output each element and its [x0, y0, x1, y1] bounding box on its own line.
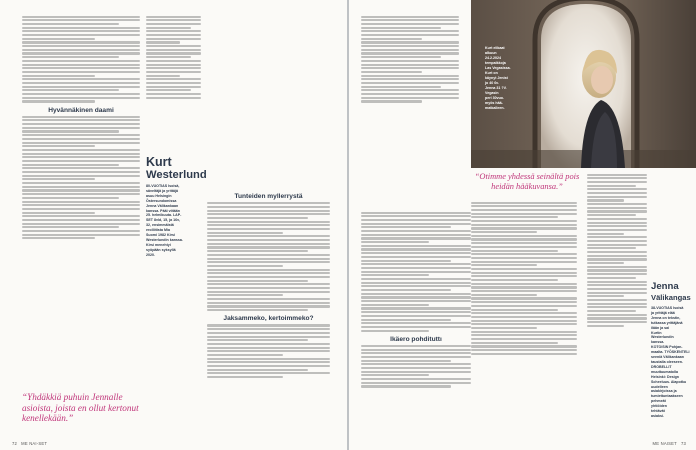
- left-subhead-1: Hyvännäkinen daami: [48, 106, 114, 114]
- bio-line: 25. helmikuuta. LAP-: [146, 213, 182, 218]
- bio-line: KOTOISIN Pohjan-: [651, 345, 683, 350]
- caption-line: myös hää-: [485, 101, 503, 105]
- caption-line: jo 40 6v.: [485, 81, 499, 85]
- bio-line: DROBELLIT: [651, 364, 672, 369]
- bio-line: säveltäjä ja yrittäjä: [146, 188, 178, 193]
- bio-line: tutkassa yrittäjänä: [651, 320, 683, 325]
- left-text-column-1: [22, 14, 140, 241]
- sidebar-name-kurt-first: Kurt: [146, 155, 172, 169]
- left-subhead-2: Tunteiden myllerrystä: [234, 193, 303, 200]
- right-pull-quote: “Otimme yhdessä seinältä pois heidän hääkuvansa.”: [474, 172, 580, 191]
- right-page-number: 73: [680, 441, 686, 446]
- caption-line: alkuun: [485, 51, 497, 55]
- bio-line: tehtävät: [651, 409, 665, 414]
- caption-line: matkalleen.: [485, 106, 505, 110]
- bio-line: syöpään syksyllä: [146, 247, 176, 252]
- bio-line: asuu Helsingin: [146, 193, 172, 198]
- bio-line: 38-VUOTIAS Isoisä: [651, 306, 684, 310]
- caption-line: Jenna 31 ?V.: [485, 86, 507, 90]
- bio-line: 80-VUOTIAS Isoisä,: [146, 184, 180, 188]
- caption-line: käynyt Jenist: [485, 76, 508, 80]
- bio-line: Jenna Välikankaan: [146, 203, 179, 208]
- bio-line: ja yrittäjä elää: [651, 310, 675, 315]
- bio-line: Suomi 1982 Kirsi: [146, 233, 175, 238]
- caption-line: Kurt on: [485, 71, 498, 75]
- caption-line: Kurt elikaat: [485, 46, 505, 50]
- bio-line: kanssa.: [651, 340, 665, 345]
- bio-line: 32, ensimmäistä: [146, 223, 174, 228]
- bio-line: tumiettuntaakseen: [651, 394, 683, 399]
- right-text-column-3: [587, 172, 647, 328]
- bio-line: Kurtin: [651, 330, 662, 335]
- sidebar-bio-kurt: [146, 184, 202, 258]
- bio-line: 2020.: [146, 252, 155, 257]
- bio-line: maalta. TYÖSKENTELI: [651, 350, 690, 355]
- right-folio: [653, 441, 686, 446]
- bio-line: kanssa. Pääi viitään: [146, 208, 180, 213]
- sidebar-name-jenna-first: Jenna: [651, 281, 679, 292]
- bio-line: ilään ja sai: [651, 325, 670, 330]
- right-text-column-2: [471, 200, 577, 356]
- right-subhead-1: Ikäero pohdituttı: [390, 335, 442, 343]
- bio-line: erolliitista Mia: [146, 228, 170, 233]
- right-magazine-name: ME NAISET: [652, 441, 677, 446]
- bio-line: seeniä Välikankaan: [651, 355, 684, 360]
- bio-line: asiaksi.: [651, 413, 664, 418]
- caption-line: Las Vegasissa.: [485, 66, 511, 70]
- bio-line: Östersundomissa: [146, 198, 177, 203]
- sidebar-name-jenna: [651, 282, 691, 303]
- bio-line: Westerlundin kanssa.: [146, 237, 183, 242]
- left-text-column-3: [207, 194, 330, 380]
- right-text-column-1: [361, 14, 459, 104]
- photo-caption: [485, 46, 520, 111]
- caption-line: perl 30vuo.: [485, 96, 504, 100]
- left-folio: [12, 441, 47, 446]
- right-text-column-1b: [361, 210, 471, 389]
- left-page-number: 72: [12, 441, 18, 446]
- sidebar-bio-jenna: [651, 306, 693, 419]
- bio-line: yhtiöiden: [651, 404, 667, 409]
- sidebar-name-kurt-last: Westerlund: [146, 169, 207, 181]
- bio-line: Scheeluus. Alapotku: [651, 379, 687, 384]
- caption-line: tempaikkoja: [485, 61, 506, 65]
- sidebar-name-kurt: [146, 156, 207, 182]
- bio-line: muuttuumatolla: [651, 369, 678, 374]
- left-page: [0, 0, 347, 450]
- bio-line: uudelleen: [651, 384, 668, 389]
- left-subhead-3: Jaksammeko, kertoimmeko?: [223, 315, 314, 323]
- sidebar-name-jenna-last: Välikangas: [651, 292, 691, 302]
- bio-line: Helsinki: Design: [651, 374, 679, 379]
- bio-line: Jenna on tekstin,: [651, 315, 681, 320]
- left-magazine-name: ME NAI-SET: [21, 441, 48, 446]
- caption-line: Vegasin: [485, 91, 499, 95]
- right-page: [349, 0, 696, 450]
- bio-line: SET 8vld, 15, ja 16v,: [146, 218, 180, 223]
- bio-line: Kirsi menehtyi: [146, 242, 171, 247]
- bio-line: Westerlundin: [651, 335, 674, 340]
- bio-line: pehmeät: [651, 399, 666, 404]
- bio-line: taustalla oleeseen.: [651, 359, 683, 364]
- left-pull-quote: “Yhdäkkiä puhuin Jennalle asioista, joista en ollut kertonut kenellekään.”: [22, 392, 139, 423]
- left-text-column-2: [146, 14, 201, 100]
- caption-line: 24.2.2024: [485, 56, 501, 60]
- bio-line: asiakirjoissa ja: [651, 389, 677, 394]
